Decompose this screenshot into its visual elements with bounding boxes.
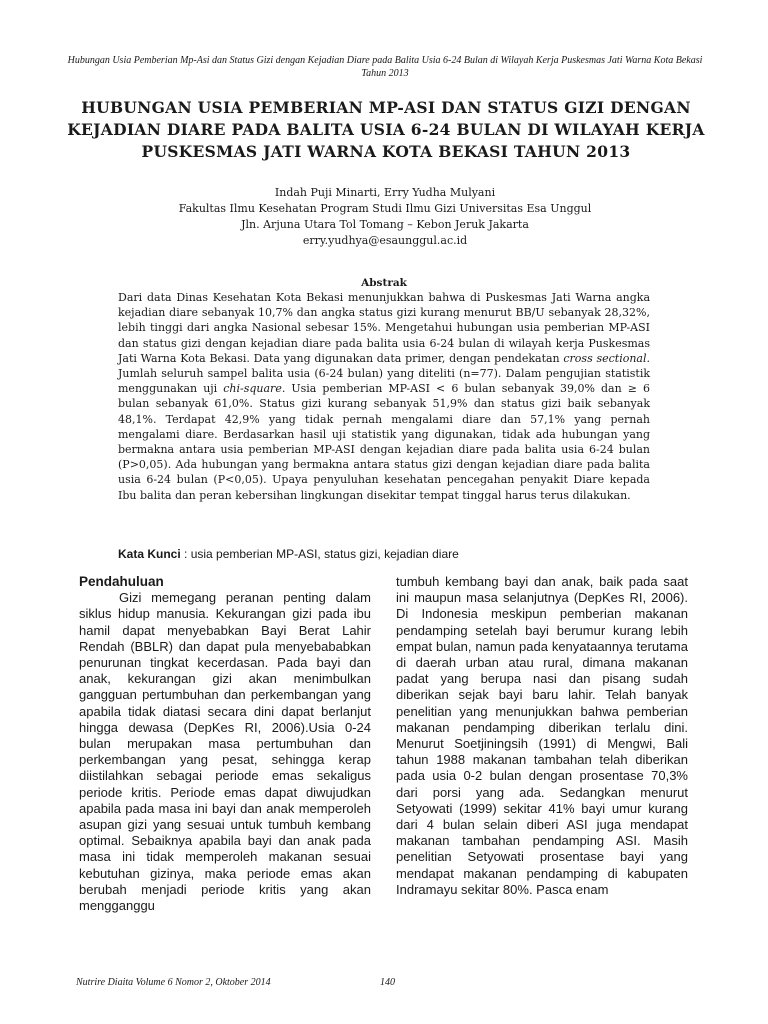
keywords-line [118,546,658,562]
intro-left-text: Gizi memegang peranan penting dalam siklus hidup manusia. Kekurangan gizi pada ibu hamil dapat menyebabkan Bayi Berat Lahir Rendah (BBLR) dan dapat pula menyebababkan penurunan tingkat kecerdasan. Pada bayi dan anak, kekurangan gizi akan menimbulkan gangguan pertumbuhan dan perkembangan yang apabila tidak diatasi secara dini dapat berlanjut hingga dewasa (DepKes RI, 2006).Usia 0-24 bulan merupakan masa pertumbuhan dan perkembangan yang pesat, sehingga kerap diistilahkan sebagai periode emas sekaligus periode kritis. Periode emas dapat diwujudkan apabila pada masa ini bayi dan anak memperoleh asupan gizi yang sesuai untuk tumbuh kembang optimal. Sebaiknya apabila bayi dan anak pada masa ini tidak memperoleh makanan sesuai kebutuhan gizinya, maka periode emas akan berubah menjadi periode kritis yang akan mengganggu [79,590,371,914]
intro-right-text: tumbuh kembang bayi dan anak, baik pada saat ini maupun masa selanjutnya (DepKes RI, 2006). Di Indonesia meskipun pemberian makanan pendamping setelah bayi berumur kurang lebih empat bulan, namun pada kenyataannya terutama di daerah urban atau rural, dimana makanan padat yang berupa nasi dan pisang sudah diberikan sejak bayi baru lahir. Telah banyak penelitian yang menunjukkan bahwa pemberian makanan pendamping diberikan terlalu dini. Menurut Soetjiningsih (1991) di Mengwi, Bali tahun 1988 makanan tambahan telah diberikan pada usia 0-2 bulan dengan prosentase 70,3% dari porsi yang ada. Sedangkan menurut Setyowati (1999) sekitar 41% bayi umur kurang dari 4 bulan selain diberi ASI juga mendapat makanan tambahan pendamping ASI. Masih penelitian Setyowati prosentase bayi yang mendapat makanan pendamping di kabupaten Indramayu sekitar 80%. Pasca enam [396,574,688,897]
running-head: Hubungan Usia Pemberian Mp-Asi dan Status Gizi dengan Kejadian Diare pada Balita Usia 6-24 Bulan di Wilayah Kerja Puskesmas Jati Warna Kota Bekasi Tahun 2013 [67,55,703,79]
keywords-text: : usia pemberian MP-ASI, status gizi, kejadian diare [180,547,459,561]
author-names: Indah Puji Minarti, Erry Yudha Mulyani [274,186,496,199]
abstract-text-1: Dari data Dinas Kesehatan Kota Bekasi menunjukkan bahwa di Puskesmas Jati Warna angka kejadian diare sebanyak 10,7% dan angka status gizi kurang menurut BB/U sebanyak 28,32%, lebih tinggi dari angka Nasional sebesar 15%. Mengetahui hubungan usia pemberian MP-ASI dan status gizi dengan kejadian diare pada balita usia 6-24 bulan di wilayah kerja Puskesmas Jati Warna Kota Bekasi. Data yang digunakan data primer, dengan pendekatan [118,291,650,365]
footer-journal: Nutrire Diaita Volume 6 Nomor 2, Oktober 2014 [76,977,271,988]
intro-left-column [79,574,371,914]
abstract-text-3: . Usia pemberian MP-ASI < 6 bulan sebanyak 39,0% dan ≥ 6 bulan sebanyak 61,0%. Status gizi kurang sebanyak 51,9% dan status gizi baik sebanyak 48,1%. Terdapat 42,9% yang tidak pernah mengalami diare dan 57,1% yang pernah mengalami diare. Berdasarkan hasil uji statistik yang digunakan, tidak ada hubungan yang bermakna antara usia pemberian MP-ASI dengan kejadian diare pada balita usia 6-24 bulan (P>0,05). Ada hubungan yang bermakna antara status gizi dengan kejadian diare pada balita usia 6-24 bulan (P<0,05). Upaya penyuluhan kesehatan pencegahan penyakit Diare kepada Ibu balita dan peran kebersihan lingkungan disekitar tempat tinggal harus terus dilakukan. [118,382,650,502]
abstract-text-2: . Jumlah seluruh sampel balita usia (6-24 bulan) yang diteliti (n=77). Dalam pengujian statistik menggunakan uji [118,351,650,396]
intro-right-column [396,574,688,898]
author-block [60,185,710,249]
author-email: erry.yudhya@esaunggul.ac.id [302,234,468,247]
page-number: 140 [380,977,395,988]
article-title: HUBUNGAN USIA PEMBERIAN MP-ASI DAN STATUS GIZI DENGAN KEJADIAN DIARE PADA BALITA USIA 6-24 BULAN DI WILAYAH KERJA PUSKESMAS JATI WARNA KOTA BEKASI TAHUN 2013 [67,98,705,161]
abstract-paragraph [118,290,650,503]
page-footer [76,977,696,991]
abstract-italic-term-1: cross sectional [563,351,647,365]
author-affiliation: Fakultas Ilmu Kesehatan Program Studi Ilmu Gizi Universitas Esa Unggul [178,202,592,215]
intro-heading: Pendahuluan [79,574,164,589]
keywords-label: Kata Kunci [118,547,181,561]
abstract-body [118,290,650,503]
author-address: Jln. Arjuna Utara Tol Tomang – Kebon Jeruk Jakarta [241,218,529,231]
abstract-italic-term-2: chi-square [223,382,282,396]
abstract-heading: Abstrak [361,277,407,289]
